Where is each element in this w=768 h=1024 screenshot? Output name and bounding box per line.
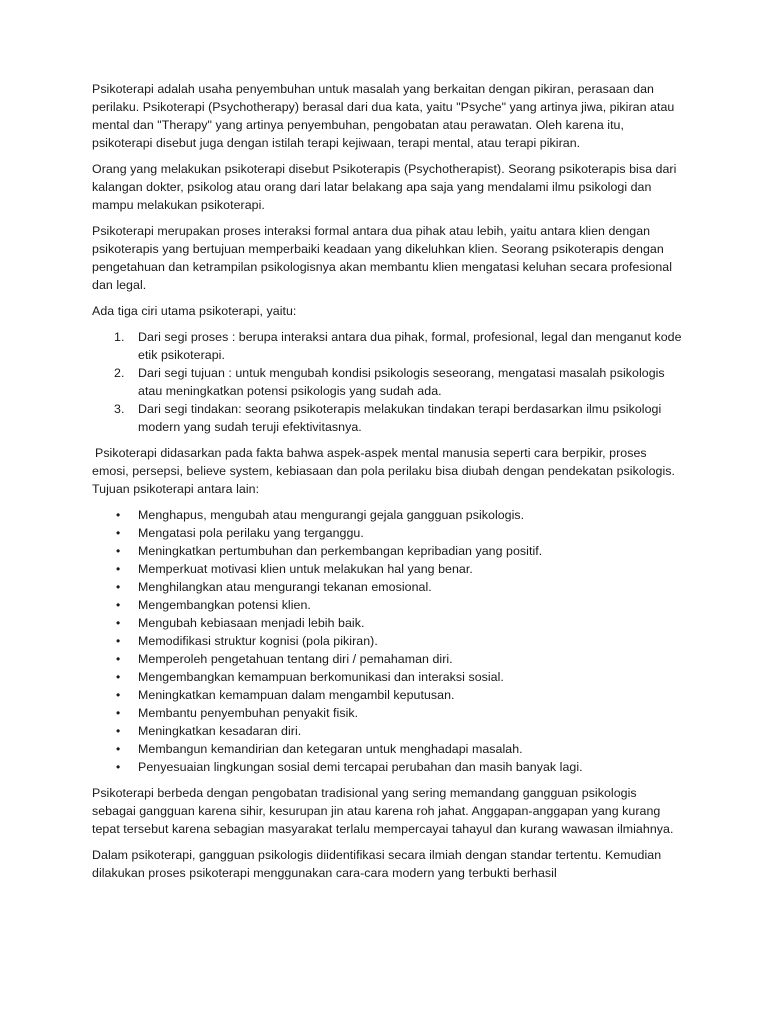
list-item-text: Dari segi tindakan: seorang psikoterapis melakukan tindakan terapi berdasarkan ilmu psikologi modern yang sudah teruji efektivitasnya. [138, 402, 662, 434]
list-item-text: Dari segi proses : berupa interaksi antara dua pihak, formal, profesional, legal dan menganut kode etik psikoterapi. [138, 330, 682, 362]
list-item-text: Meningkatkan kemampuan dalam mengambil keputusan. [138, 688, 455, 702]
list-item-text: Mengembangkan potensi klien. [138, 598, 311, 612]
bullet-icon: • [116, 688, 121, 702]
list-item [92, 364, 682, 400]
paragraph-dasar: Psikoterapi didasarkan pada fakta bahwa aspek-aspek mental manusia seperti cara berpikir, proses emosi, persepsi, believe system, kebiasaan dan pola perilaku bisa diubah dengan pendekatan psikologis. Tujuan psikoterapi antara lain: [92, 446, 676, 496]
list-item [92, 400, 682, 436]
list-item [92, 596, 682, 614]
paragraph-definition: Psikoterapi adalah usaha penyembuhan untuk masalah yang berkaitan dengan pikiran, perasaan dan perilaku. Psikoterapi (Psychotherapy) berasal dari dua kata, yaitu "Psyche" yang artinya jiwa, pikiran atau mental dan "Therapy" yang artinya penyembuhan, pengobatan atau perawatan. Oleh karena itu, psikoterapi disebut juga dengan istilah terapi kejiwaan, terapi mental, atau terapi pikiran. [92, 82, 675, 150]
list-item [92, 542, 682, 560]
paragraph-interaksi: Psikoterapi merupakan proses interaksi formal antara dua pihak atau lebih, yaitu antara klien dengan psikoterapis yang bertujuan memperbaiki keadaan yang dikeluhkan klien. Seorang psikoterapis dengan pengetahuan dan ketrampilan psikologisnya akan membantu klien mengatasi keluhan secara profesional dan legal. [92, 224, 673, 292]
tujuan-list [92, 506, 682, 776]
bullet-icon: • [116, 544, 121, 558]
list-item [92, 578, 682, 596]
list-number: 1. [114, 330, 125, 344]
list-item-text: Meningkatkan pertumbuhan dan perkembangan kepribadian yang positif. [138, 544, 543, 558]
list-item [92, 668, 682, 686]
bullet-icon: • [116, 616, 121, 630]
bullet-icon: • [116, 706, 121, 720]
list-item [92, 614, 682, 632]
list-item-text: Memperoleh pengetahuan tentang diri / pemahaman diri. [138, 652, 453, 666]
bullet-icon: • [116, 670, 121, 684]
bullet-icon: • [116, 580, 121, 594]
paragraph-tradisional: Psikoterapi berbeda dengan pengobatan tradisional yang sering memandang gangguan psikologis sebagai gangguan karena sihir, kesurupan jin atau karena roh jahat. Anggapan-anggapan yang kurang tepat tersebut karena sebagian masyarakat terlalu mempercayai tahayul dan kurang wawasan ilmiahnya. [92, 786, 674, 836]
bullet-icon: • [116, 724, 121, 738]
list-item-text: Membantu penyembuhan penyakit fisik. [138, 706, 359, 720]
list-item-text: Mengembangkan kemampuan berkomunikasi dan interaksi sosial. [138, 670, 504, 684]
list-item [92, 524, 682, 542]
list-item-text: Menghapus, mengubah atau mengurangi gejala gangguan psikologis. [138, 508, 525, 522]
paragraph-ciri-intro: Ada tiga ciri utama psikoterapi, yaitu: [92, 304, 297, 318]
bullet-icon: • [116, 526, 121, 540]
list-item-text: Memperkuat motivasi klien untuk melakukan hal yang benar. [138, 562, 473, 576]
list-item-text: Mengatasi pola perilaku yang terganggu. [138, 526, 364, 540]
list-item [92, 740, 682, 758]
document-page [92, 80, 682, 890]
paragraph-psikoterapis: Orang yang melakukan psikoterapi disebut Psikoterapis (Psychotherapist). Seorang psikoterapis bisa dari kalangan dokter, psikolog atau orang dari latar belakang apa saja yang mendalami ilmu psikologi dan mampu melakukan psikoterapi. [92, 162, 677, 212]
list-item-text: Dari segi tujuan : untuk mengubah kondisi psikologis seseorang, mengatasi masalah psikologis atau meningkatkan potensi psikologis yang sudah ada. [138, 366, 665, 398]
list-item [92, 632, 682, 650]
list-number: 2. [114, 366, 125, 380]
bullet-icon: • [116, 742, 121, 756]
bullet-icon: • [116, 562, 121, 576]
bullet-icon: • [116, 652, 121, 666]
bullet-icon: • [116, 760, 121, 774]
list-item-text: Mengubah kebiasaan menjadi lebih baik. [138, 616, 365, 630]
list-item [92, 722, 682, 740]
paragraph-ilmiah: Dalam psikoterapi, gangguan psikologis diidentifikasi secara ilmiah dengan standar tertentu. Kemudian dilakukan proses psikoterapi menggunakan cara-cara modern yang terbukti berhasil [92, 848, 662, 880]
list-item [92, 328, 682, 364]
list-item [92, 758, 682, 776]
ciri-list [92, 328, 682, 436]
bullet-icon: • [116, 598, 121, 612]
list-item-text: Penyesuaian lingkungan sosial demi tercapai perubahan dan masih banyak lagi. [138, 760, 583, 774]
list-item [92, 686, 682, 704]
list-item [92, 650, 682, 668]
list-item [92, 506, 682, 524]
list-item [92, 560, 682, 578]
list-item-text: Menghilangkan atau mengurangi tekanan emosional. [138, 580, 432, 594]
list-number: 3. [114, 402, 125, 416]
list-item [92, 704, 682, 722]
list-item-text: Meningkatkan kesadaran diri. [138, 724, 302, 738]
list-item-text: Memodifikasi struktur kognisi (pola pikiran). [138, 634, 378, 648]
list-item-text: Membangun kemandirian dan ketegaran untuk menghadapi masalah. [138, 742, 523, 756]
bullet-icon: • [116, 634, 121, 648]
bullet-icon: • [116, 508, 121, 522]
